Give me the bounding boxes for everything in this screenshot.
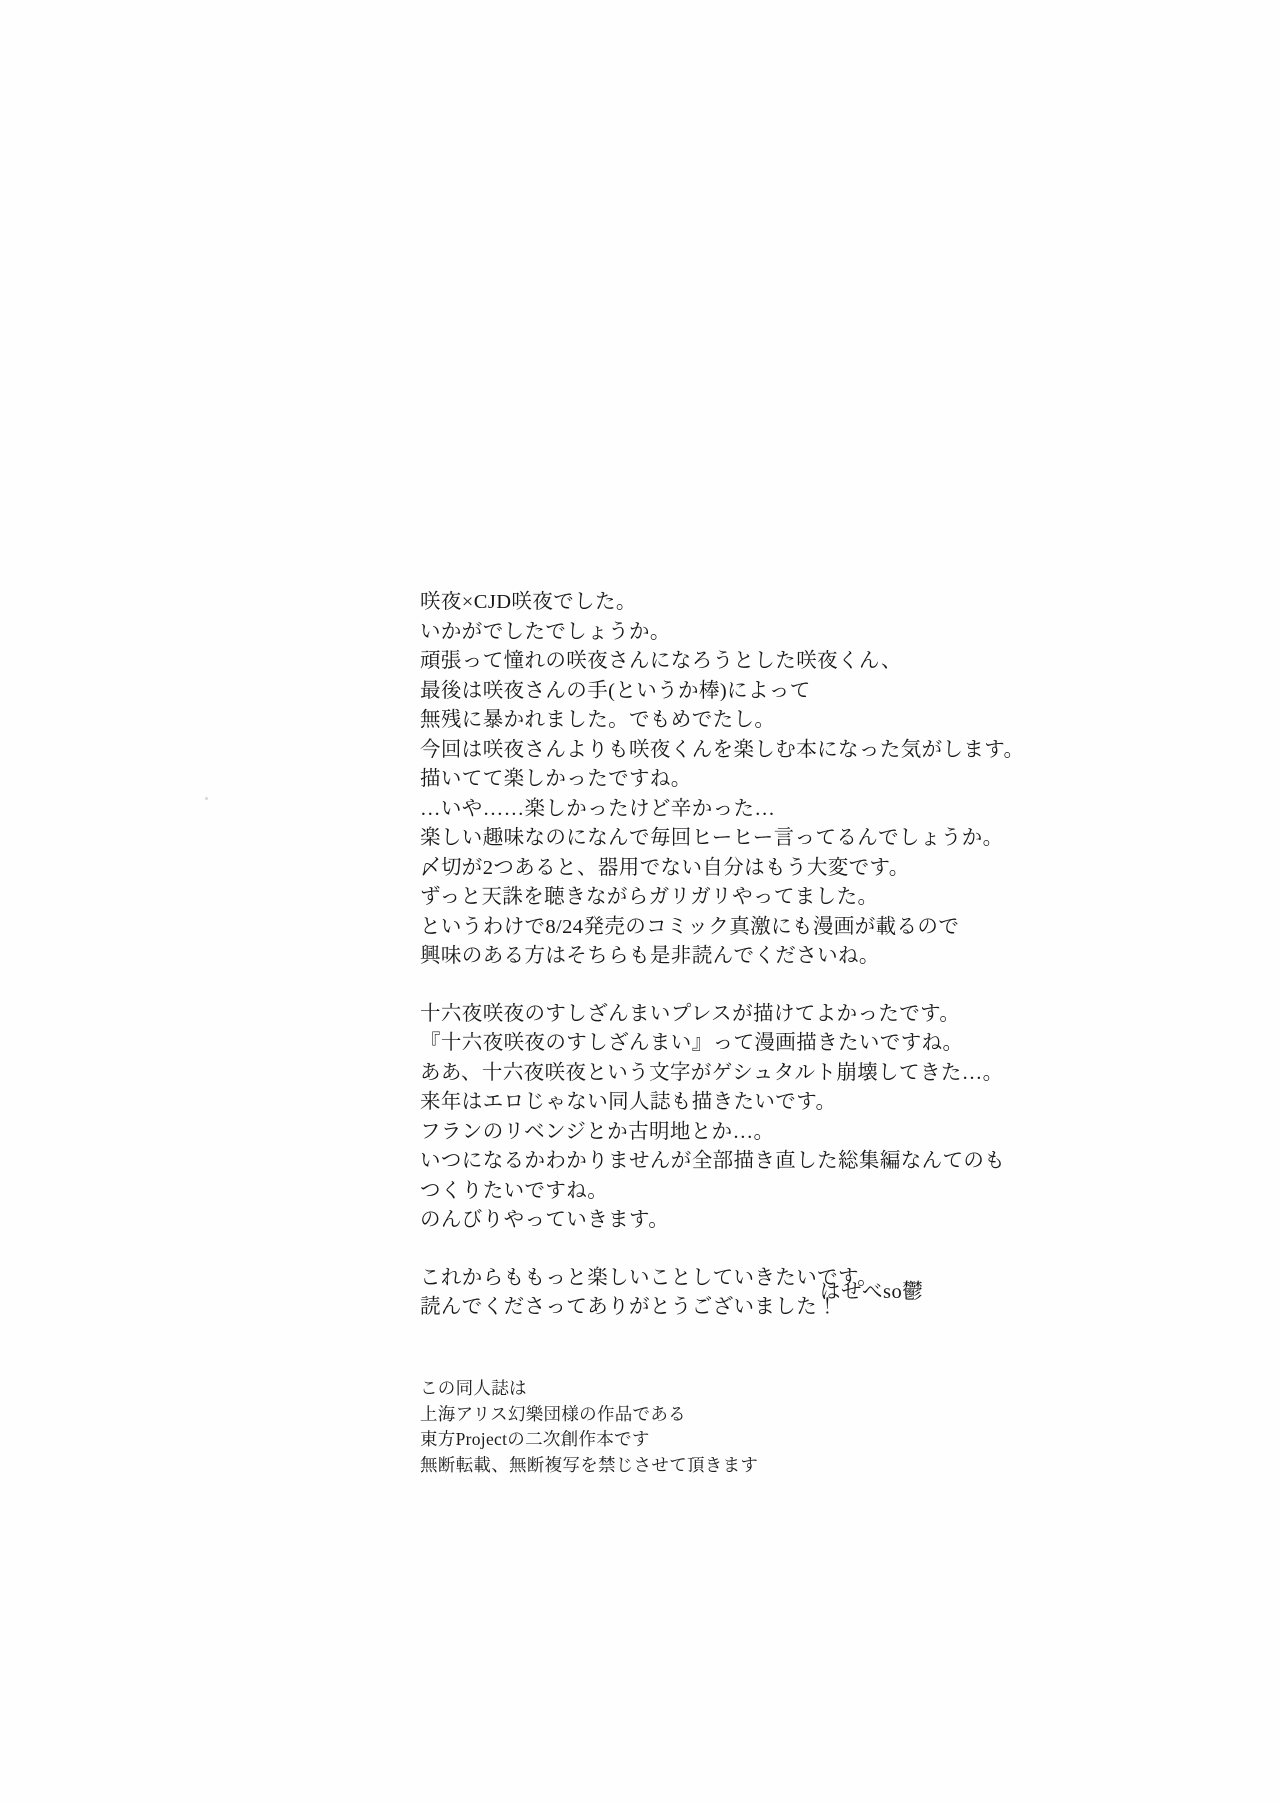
notice-line: 東方Projectの二次創作本です: [420, 1429, 650, 1449]
afterword-line: ずっと天誅を聴きながらガリガリやってました。: [420, 886, 879, 908]
afterword-line: 最後は咲夜さんの手(というか棒)によって: [420, 679, 811, 702]
notice-line: 上海アリス幻樂団様の作品である: [420, 1403, 686, 1424]
afterword-line: 〆切が2つあると、器用でない自分はもう大変です。: [420, 856, 910, 879]
afterword-line: …いや……楽しかったけど辛かった…: [420, 797, 776, 820]
notice-line: この同人誌は: [420, 1378, 527, 1398]
afterword-line: 楽しい趣味なのになんで毎回ヒーヒー言ってるんでしょうか。: [420, 827, 1004, 849]
afterword-line: これからももっと楽しいことしていきたいです。: [420, 1266, 879, 1289]
afterword-line: いかがでしたでしょうか。: [420, 620, 671, 643]
copyright-notice-block: [420, 1376, 1120, 1478]
afterword-line: フランのリベンジとか古明地とか…。: [420, 1120, 775, 1143]
afterword-paragraph-1: [420, 588, 1120, 972]
paper-speck: [205, 797, 208, 800]
afterword-line: 来年はエロじゃない同人誌も描きたいです。: [420, 1091, 837, 1113]
afterword-line: 咲夜×CJD咲夜でした。: [420, 591, 637, 613]
afterword-line: 読んでくださってありがとうございました！: [420, 1296, 838, 1318]
afterword-line: 興味のある方はそちらも是非読んでくださいね。: [420, 945, 880, 967]
afterword-line: 頑張って憧れの咲夜さんになろうとした咲夜くん、: [420, 650, 902, 672]
afterword-line: いつになるかわかりませんが全部描き直した総集編なんてのも: [420, 1150, 1006, 1172]
afterword-line: つくりたいですね。: [420, 1179, 609, 1202]
afterword-text-block: [420, 588, 1120, 1323]
afterword-line: 『十六夜咲夜のすしざんまい』って漫画描きたいですね。: [420, 1032, 964, 1054]
afterword-line: ああ、十六夜咲夜という文字がゲシュタルト崩壊してきた…。: [420, 1061, 1004, 1084]
afterword-line: のんびりやっていきます。: [420, 1209, 670, 1231]
afterword-line: というわけで8/24発売のコミック真激にも漫画が載るので: [420, 915, 960, 938]
afterword-line: 描いてて楽しかったですね。: [420, 768, 692, 790]
afterword-paragraph-2: [420, 1000, 1120, 1236]
afterword-line: 十六夜咲夜のすしざんまいプレスが描けてよかったです。: [420, 1002, 961, 1025]
notice-line: 無断転載、無断複写を禁じさせて頂きます: [420, 1454, 759, 1475]
author-signature: はせべso鬱: [820, 1281, 924, 1303]
afterword-line: 無残に暴かれました。でもめでたし。: [420, 709, 776, 731]
afterword-line: 今回は咲夜さんよりも咲夜くんを楽しむ本になった気がします。: [420, 738, 1025, 761]
afterword-paragraph-3: [420, 1264, 1120, 1323]
